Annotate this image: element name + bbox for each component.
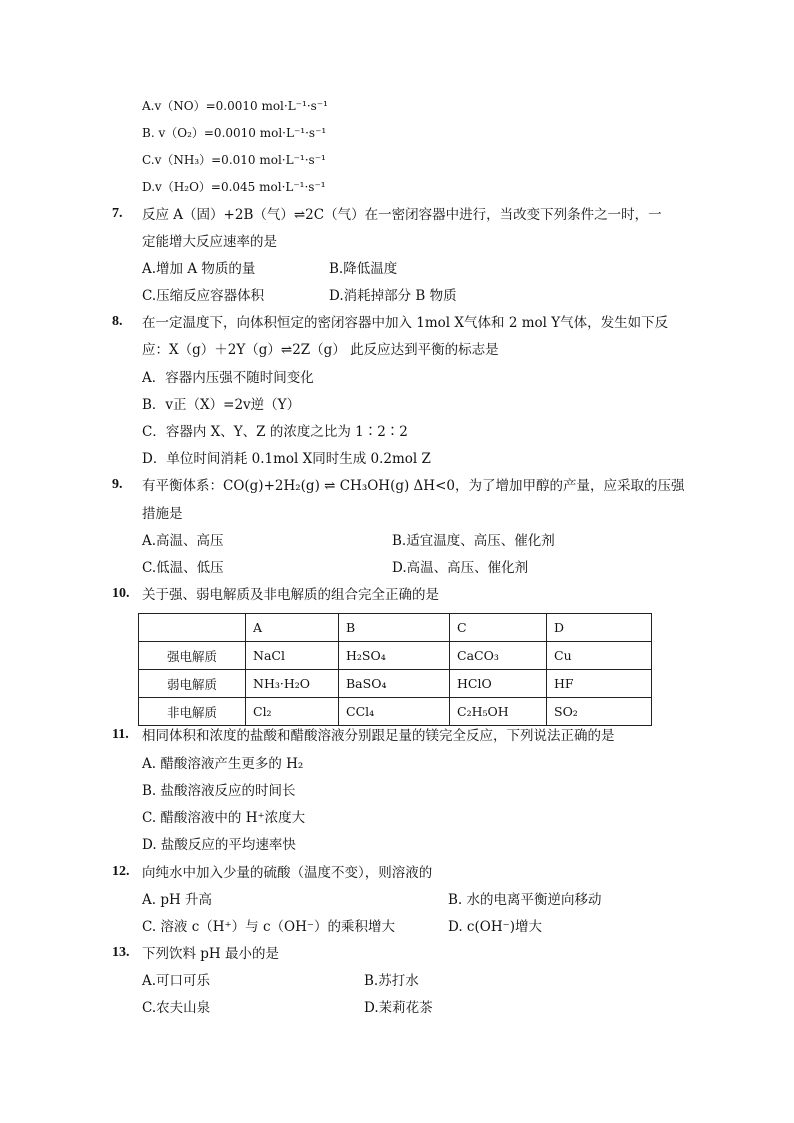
q9-option-b: B.适宜温度、高压、催化剂 bbox=[392, 533, 555, 549]
q11-option-a: A. 醋酸溶液产生更多的 H₂ bbox=[142, 756, 304, 772]
q7-option-a: A.增加 A 物质的量 bbox=[142, 261, 256, 277]
q11-option-d: D. 盐酸反应的平均速率快 bbox=[142, 837, 296, 853]
table-row-label: 非电解质 bbox=[139, 698, 246, 726]
q12-number: 12. bbox=[112, 864, 130, 879]
q8-option-d: D．单位时间消耗 0.1mol X同时生成 0.2mol Z bbox=[142, 451, 431, 467]
q13-option-a: A.可口可乐 bbox=[142, 973, 211, 989]
q6-option-a: A.v（NO）=0.0010 mol·L⁻¹·s⁻¹ bbox=[142, 99, 328, 113]
q7-number: 7. bbox=[112, 206, 123, 221]
q13-option-b: B.苏打水 bbox=[364, 973, 419, 989]
q13-option-d: D.茉莉花茶 bbox=[364, 1000, 433, 1016]
q9-option-a: A.高温、高压 bbox=[142, 533, 224, 549]
q6-option-c: C.v（NH₃）=0.010 mol·L⁻¹·s⁻¹ bbox=[142, 153, 326, 167]
q10-stem: 关于强、弱电解质及非电解质的组合完全正确的是 bbox=[142, 587, 439, 603]
q6-option-d: D.v（H₂O）=0.045 mol·L⁻¹·s⁻¹ bbox=[142, 180, 326, 194]
table-row-label: 弱电解质 bbox=[139, 670, 246, 698]
q12-stem: 向纯水中加入少量的硫酸（温度不变），则溶液的 bbox=[142, 865, 433, 881]
q7-option-d: D.消耗掉部分 B 物质 bbox=[329, 288, 457, 304]
q11-stem: 相同体积和浓度的盐酸和醋酸溶液分别跟足量的镁完全反应，下列说法正确的是 bbox=[142, 728, 615, 744]
table-cell: C₂H₅OH bbox=[450, 698, 547, 726]
q11-option-b: B. 盐酸溶液反应的时间长 bbox=[142, 783, 296, 799]
q9-number: 9. bbox=[112, 477, 123, 492]
table-cell: SO₂ bbox=[547, 698, 652, 726]
table-cell: NH₃·H₂O bbox=[246, 670, 339, 698]
q8-stem-line1: 在一定温度下，向体积恒定的密闭容器中加入 1mol X气体和 2 mol Y气体，发生如下反 bbox=[142, 315, 669, 331]
q9-option-d: D.高温、高压、催化剂 bbox=[392, 560, 529, 576]
q13-option-c: C.农夫山泉 bbox=[142, 1000, 211, 1016]
table-cell: BaSO₄ bbox=[339, 670, 450, 698]
table-header-cell: B bbox=[339, 614, 450, 642]
q12-option-a: A. pH 升高 bbox=[142, 892, 213, 908]
table-row-label: 强电解质 bbox=[139, 642, 246, 670]
table-cell: NaCl bbox=[246, 642, 339, 670]
table-row bbox=[139, 670, 652, 698]
q8-number: 8. bbox=[112, 314, 123, 329]
table-header-cell: C bbox=[450, 614, 547, 642]
electrolyte-table bbox=[138, 613, 652, 726]
q9-stem-line2: 措施是 bbox=[142, 506, 183, 522]
q11-number: 11. bbox=[112, 727, 129, 742]
table-cell: HF bbox=[547, 670, 652, 698]
q13-stem: 下列饮料 pH 最小的是 bbox=[142, 946, 279, 962]
q7-option-c: C.压缩反应容器体积 bbox=[142, 288, 265, 304]
table-cell: Cu bbox=[547, 642, 652, 670]
table-cell: HClO bbox=[450, 670, 547, 698]
q7-stem-line1: 反应 A（固）+2B（气）⇌2C（气）在一密闭容器中进行，当改变下列条件之一时，一 bbox=[142, 207, 662, 223]
q8-option-a: A．容器内压强不随时间变化 bbox=[142, 370, 314, 386]
q12-option-c: C. 溶液 c（H⁺）与 c（OH⁻）的乘积增大 bbox=[142, 919, 395, 935]
table-header-cell: A bbox=[246, 614, 339, 642]
table-header-cell: D bbox=[547, 614, 652, 642]
q7-stem-line2: 定能增大反应速率的是 bbox=[142, 234, 277, 250]
q10-number: 10. bbox=[112, 586, 130, 601]
table-cell: H₂SO₄ bbox=[339, 642, 450, 670]
table-cell: Cl₂ bbox=[246, 698, 339, 726]
q11-option-c: C. 醋酸溶液中的 H⁺浓度大 bbox=[142, 810, 306, 826]
q9-stem-line1: 有平衡体系：CO(g)+2H₂(g) ⇌ CH₃OH(g) ΔH<0，为了增加甲醇的产量，应采取的压强 bbox=[142, 478, 685, 494]
table-row bbox=[139, 642, 652, 670]
q12-option-b: B. 水的电离平衡逆向移动 bbox=[448, 892, 602, 908]
q8-option-c: C．容器内 X、Y、Z 的浓度之比为 1∶2∶2 bbox=[142, 424, 408, 440]
table-header-row bbox=[139, 614, 652, 642]
q13-number: 13. bbox=[112, 945, 130, 960]
q8-stem-line2: 应：X（g）＋2Y（g）⇌2Z（g） 此反应达到平衡的标志是 bbox=[142, 342, 499, 358]
table-cell: CCl₄ bbox=[339, 698, 450, 726]
table-row bbox=[139, 698, 652, 726]
q7-option-b: B.降低温度 bbox=[329, 261, 398, 277]
q6-option-b: B. v（O₂）=0.0010 mol·L⁻¹·s⁻¹ bbox=[142, 126, 327, 140]
q9-option-c: C.低温、低压 bbox=[142, 560, 224, 576]
table-cell: CaCO₃ bbox=[450, 642, 547, 670]
q12-option-d: D. c(OH⁻)增大 bbox=[448, 919, 542, 935]
table-header-cell bbox=[139, 614, 246, 642]
q8-option-b: B．v正（X）=2v逆（Y） bbox=[142, 397, 301, 413]
